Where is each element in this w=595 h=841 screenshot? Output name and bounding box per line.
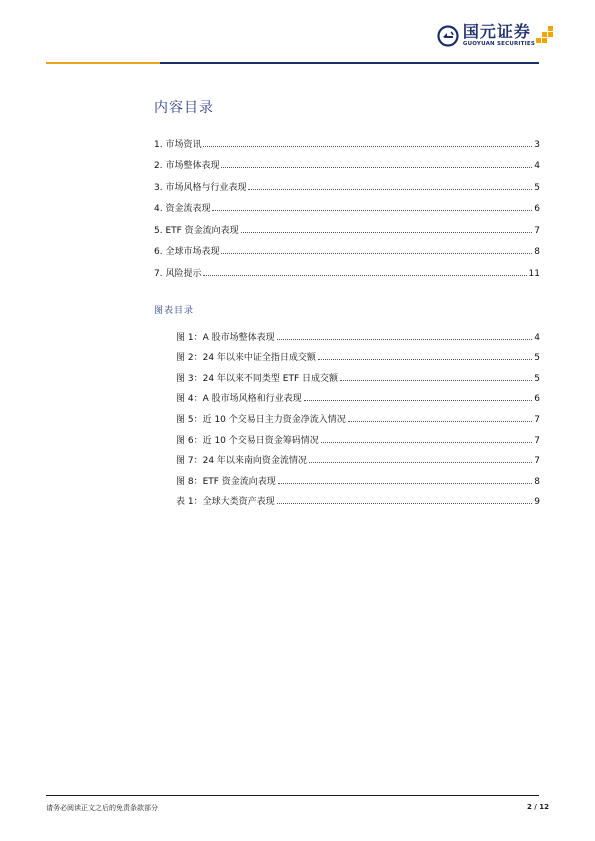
logo-decoration-icon — [535, 26, 555, 48]
figure-entry-label: 图 5：近 10 个交易日主力资金净流入情况 — [176, 414, 346, 425]
toc-entry[interactable] — [154, 171, 540, 193]
figure-entry[interactable] — [176, 425, 540, 446]
figure-entry-page: 6 — [534, 394, 540, 405]
footer-divider — [46, 795, 539, 796]
dot-leader — [321, 442, 533, 443]
dot-leader — [203, 275, 526, 276]
toc-title: 内容目录 — [154, 100, 214, 116]
logo-text — [463, 24, 535, 48]
toc-entry[interactable] — [154, 257, 540, 279]
figure-entry-label: 图 2：24 年以来中证全指日成交额 — [176, 353, 316, 364]
toc-entry-page: 3 — [534, 139, 540, 150]
toc-entry[interactable] — [154, 193, 540, 215]
toc-entry-page: 4 — [534, 161, 540, 171]
dot-leader — [221, 167, 532, 168]
toc-entry-label: 1. 市场资讯 — [154, 139, 202, 150]
toc-entry-label: 3. 市场风格与行业表现 — [154, 182, 247, 193]
dot-leader — [241, 232, 533, 233]
figure-entry-page: 4 — [534, 332, 540, 343]
header-divider-accent — [46, 62, 160, 64]
toc-list — [154, 128, 540, 279]
figure-entry-page: 5 — [534, 353, 540, 364]
toc-entry-label: 4. 资金流表现 — [154, 204, 211, 214]
figure-entry-page: 7 — [534, 414, 540, 425]
figure-entry[interactable] — [176, 322, 540, 343]
toc-entry-label: 6. 全球市场表现 — [154, 247, 220, 257]
page-number: 2 / 12 — [526, 803, 549, 811]
figure-entry-label: 图 8：ETF 资金流向表现 — [176, 476, 276, 487]
figure-list — [176, 322, 540, 507]
figure-entry[interactable] — [176, 487, 540, 508]
dot-leader — [203, 146, 532, 147]
guoyuan-logo-icon — [437, 25, 459, 47]
figure-entry-page: 7 — [534, 456, 540, 467]
dot-leader — [318, 359, 532, 360]
toc-entry[interactable] — [154, 128, 540, 150]
figure-entry-label: 图 1：A 股市场整体表现 — [176, 332, 275, 343]
figure-entry-label: 图 3：24 年以来不同类型 ETF 日成交额 — [176, 373, 338, 384]
dot-leader — [277, 503, 533, 504]
dot-leader — [248, 189, 532, 190]
toc-entry[interactable] — [154, 214, 540, 236]
figure-entry-page: 7 — [534, 435, 540, 446]
figure-entry-page: 5 — [534, 373, 540, 384]
dot-leader — [278, 483, 532, 484]
toc-entry-label: 5. ETF 资金流向表现 — [154, 225, 239, 236]
dot-leader — [348, 421, 533, 422]
figure-entry-page: 9 — [534, 497, 540, 508]
dot-leader — [309, 462, 532, 463]
dot-leader — [340, 380, 532, 381]
figure-entry-label: 图 4：A 股市场风格和行业表现 — [176, 394, 302, 405]
figure-entry-page: 8 — [534, 476, 540, 487]
dot-leader — [304, 400, 533, 401]
logo-chinese-name: 国元证券 — [462, 22, 531, 41]
figure-list-title: 图表目录 — [154, 306, 195, 316]
figure-entry[interactable] — [176, 384, 540, 405]
toc-entry[interactable] — [154, 236, 540, 258]
toc-entry-label: 7. 风险提示 — [154, 268, 202, 279]
logo-english-name: GUOYUAN SECURITIES — [462, 41, 535, 47]
toc-entry-page: 7 — [534, 225, 540, 236]
toc-entry[interactable] — [154, 150, 540, 172]
toc-entry-label: 2. 市场整体表现 — [154, 161, 220, 171]
figure-entry-label: 图 6：近 10 个交易日资金筹码情况 — [176, 435, 319, 446]
company-logo — [437, 24, 535, 48]
dot-leader — [221, 253, 532, 254]
toc-entry-page: 6 — [534, 204, 540, 214]
toc-entry-page: 5 — [534, 182, 540, 193]
dot-leader — [277, 339, 533, 340]
toc-entry-page: 8 — [534, 247, 540, 257]
figure-entry[interactable] — [176, 404, 540, 425]
figure-entry[interactable] — [176, 363, 540, 384]
footer-disclaimer: 请务必阅读正文之后的免责条款部分 — [46, 804, 158, 812]
figure-entry[interactable] — [176, 343, 540, 364]
dot-leader — [212, 210, 532, 211]
figure-entry[interactable] — [176, 466, 540, 487]
figure-entry-label: 表 1：全球大类资产表现 — [176, 497, 275, 508]
toc-entry-page: 11 — [528, 268, 540, 279]
figure-entry-label: 图 7：24 年以来南向资金流情况 — [176, 456, 307, 467]
figure-entry[interactable] — [176, 446, 540, 467]
